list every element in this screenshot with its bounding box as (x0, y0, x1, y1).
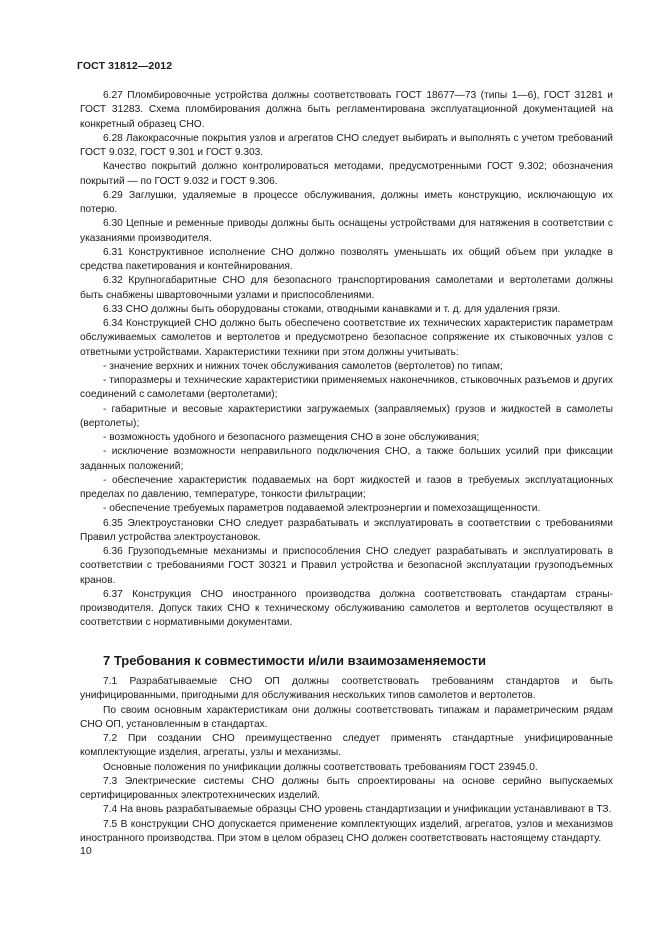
list-item-wrong-connection: - исключение возможности неправильного подключения СНО, а также больших усилий при фиксации заданных положений; (80, 446, 613, 472)
list-item-connectors: - типоразмеры и технические характеристики применяемых наконечников, стыковочных разъемов и других соединений с самолетами (вертолетами); (80, 375, 613, 401)
paragraph-6-35: 6.35 Электроустановки СНО следует разрабатывать и эксплуатировать в соответствии с требованиями Правил устройства электроустановок. (80, 517, 613, 543)
paragraph-7-2: 7.2 При создании СНО преимущественно следует применять стандартные унифицированные комплектующие изделия, агрегаты, узлы и механизмы. (80, 733, 613, 759)
paragraph-7-1-types: По своим основным характеристикам они должны соответствовать типажам и параметрическим рядам СНО ОП, установленным в стандартах. (80, 704, 613, 730)
paragraph-6-34: 6.34 Конструкцией СНО должно быть обеспечено соответствие их технических характеристик параметрам обслуживаемых самолетов и вертолетов и предусмотрено безопасное сопряжение их стыковочных узлов с ответными устройствами. Характеристики техники при этом должны учитывать: (80, 318, 613, 358)
page-number: 10 (80, 845, 92, 857)
paragraph-6-31: 6.31 Конструктивное исполнение СНО должно позволять уменьшать их общий объем при укладке в средства пакетирования и контейнирования. (80, 246, 613, 272)
list-item-fluids-gases: - обеспечение характеристик подаваемых на борт жидкостей и газов в требуемых эксплуатационных пределах по давлению, температуре, тонкости фильтрации; (80, 474, 613, 500)
paragraph-7-5: 7.5 В конструкции СНО допускается применение комплектующих изделий, агрегатов, узлов и механизмов иностранного производства. При этом в целом образец СНО должен соответствовать настоящему стандарту. (80, 818, 613, 844)
paragraph-6-27: 6.27 Пломбировочные устройства должны соответствовать ГОСТ 18677—73 (типы 1—6), ГОСТ 31281 и ГОСТ 31283. Схема пломбирования должна быть регламентирована эксплуатационной документацией на конкретный образец СНО. (80, 90, 613, 130)
list-item-load-characteristics: - габаритные и весовые характеристики загружаемых (заправляемых) грузов и жидкостей в самолеты (вертолеты); (80, 403, 613, 429)
list-item-service-points: - значение верхних и нижних точек обслуживания самолетов (вертолетов) по типам; (103, 360, 503, 372)
list-item-placement: - возможность удобного и безопасного размещения СНО в зоне обслуживания; (103, 432, 480, 443)
paragraph-7-1: 7.1 Разрабатываемые СНО ОП должны соответствовать требованиям стандартов и быть унифицированными, пригодными для обслуживания нескольких типов самолетов и вертолетов. (80, 676, 613, 702)
paragraph-6-33: 6.33 СНО должны быть оборудованы стоками, отводными канавками и т. д. для удаления грязи. (103, 303, 561, 315)
list-item-electric-power: - обеспечение требуемых параметров подаваемой электроэнергии и помехозащищенности. (103, 503, 541, 515)
paragraph-6-28-quality: Качество покрытий должно контролироваться методами, предусмотренными ГОСТ 9.302; обозначения покрытий — по ГОСТ 9.032 и ГОСТ 9.306. (80, 161, 613, 187)
paragraph-6-32: 6.32 Крупногабаритные СНО для безопасного транспортирования самолетами и вертолетами должны быть снабжены швартовочными узлами и приспособлениями. (80, 275, 613, 301)
paragraph-6-30: 6.30 Цепные и ременные приводы должны быть оснащены устройствами для натяжения в соответствии с указаниями производителя. (80, 218, 613, 244)
section-7-body (80, 653, 613, 846)
document-header: ГОСТ 31812—2012 (77, 60, 173, 72)
paragraph-6-36: 6.36 Грузоподъемные механизмы и приспособления СНО следует разрабатывать и эксплуатировать в соответствии с требованиями ГОСТ 30321 и Правил устройства и безопасной эксплуатации грузоподъемных кранов. (80, 546, 613, 586)
paragraph-6-28: 6.28 Лакокрасочные покрытия узлов и агрегатов СНО следует выбирать и выполнять с учетом требований ГОСТ 9.032, ГОСТ 9.301 и ГОСТ 9.303. (80, 132, 613, 158)
paragraph-7-4: 7.4 На вновь разрабатываемые образцы СНО уровень стандартизации и унификации устанавливают в ТЗ. (103, 804, 612, 816)
paragraph-7-2-unification: Основные положения по унификации должны соответствовать требованиям ГОСТ 23945.0. (103, 761, 538, 773)
section-7-heading: 7 Требования к совместимости и/или взаимозаменяемости (103, 653, 486, 668)
section-6-body (80, 89, 613, 631)
paragraph-6-29: 6.29 Заглушки, удаляемые в процессе обслуживания, должны иметь конструкцию, исключающую их потерю. (80, 189, 613, 215)
paragraph-7-3: 7.3 Электрические системы СНО должны быть спроектированы на основе серийно выпускаемых сертифицированных электротехнических изделий. (80, 775, 613, 801)
paragraph-6-37: 6.37 Конструкция СНО иностранного производства должна соответствовать стандартам страны-производителя. Допуск таких СНО к техническому обслуживанию самолетов и вертолетов осуществляют в соответствии с нормативными документами. (80, 588, 613, 629)
